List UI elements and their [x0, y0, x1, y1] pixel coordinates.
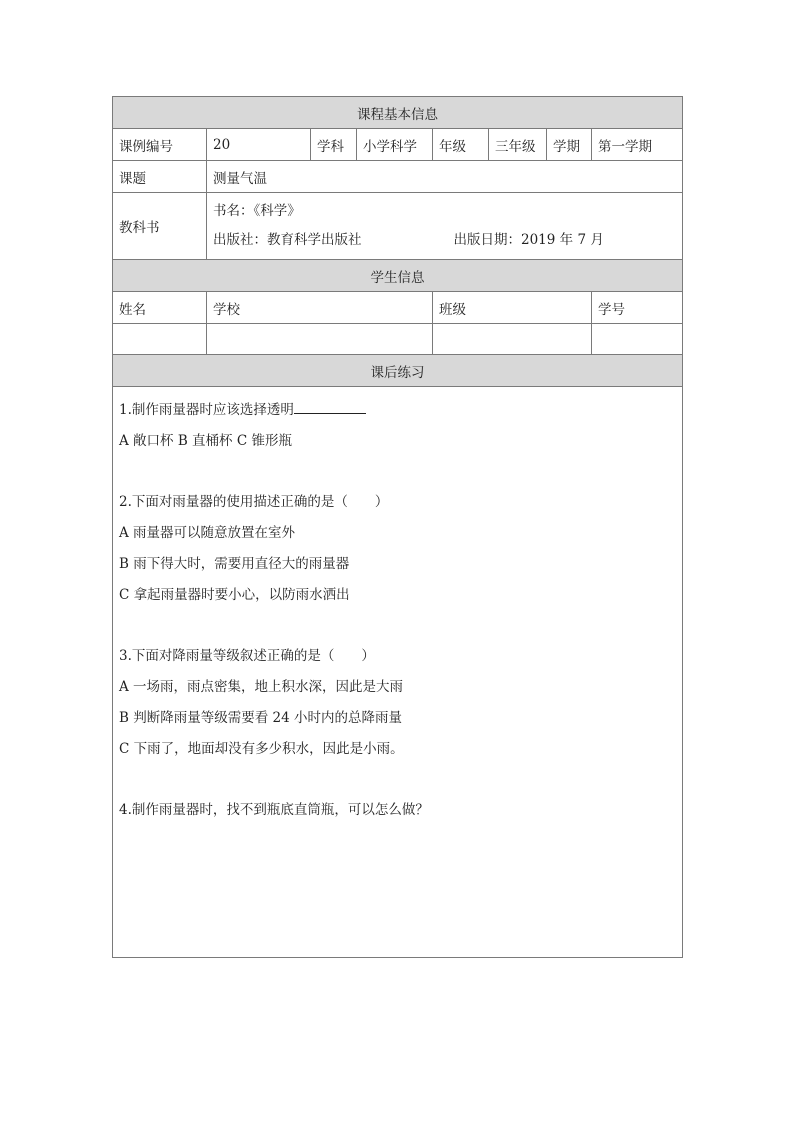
- question-3-option-a: A 一场雨，雨点密集，地上积水深，因此是大雨: [119, 679, 404, 695]
- question-1: [119, 395, 676, 426]
- publisher: 出版社：教育科学出版社: [213, 232, 362, 248]
- textbook-label: 教科书: [113, 193, 207, 260]
- question-3-option-b: B 判断降雨量等级需要看 24 小时内的总降雨量: [119, 710, 402, 726]
- question-2-option-b: B 雨下得大时，需要用直径大的雨量器: [119, 556, 350, 572]
- student-info-header: 学生信息: [113, 260, 683, 292]
- student-id-field[interactable]: [592, 324, 683, 355]
- topic-label: 课题: [113, 161, 207, 193]
- student-id-label: 学号: [592, 292, 683, 324]
- question-2: 2.下面对雨量器的使用描述正确的是（ ）: [119, 494, 389, 510]
- question-3: 3.下面对降雨量等级叙述正确的是（ ）: [119, 648, 375, 664]
- question-1-blank[interactable]: [294, 398, 366, 414]
- question-2-option-a: A 雨量器可以随意放置在室外: [119, 525, 296, 541]
- grade-label: 年级: [433, 129, 489, 161]
- school-label: 学校: [207, 292, 433, 324]
- basic-info-header: 课程基本信息: [113, 97, 683, 129]
- exercises-header: 课后练习: [113, 355, 683, 387]
- publication-date: 出版日期：2019 年 7 月: [453, 232, 604, 248]
- subject-value: 小学科学: [357, 129, 433, 161]
- case-number-label: 课例编号: [113, 129, 207, 161]
- school-field[interactable]: [207, 324, 433, 355]
- name-field[interactable]: [113, 324, 207, 355]
- grade-value: 三年级: [489, 129, 547, 161]
- book-name: 书名：《科学》: [213, 203, 301, 219]
- topic-value: 测量气温: [207, 161, 683, 193]
- textbook-info: [207, 193, 683, 260]
- class-field[interactable]: [433, 324, 592, 355]
- term-label: 学期: [547, 129, 592, 161]
- name-label: 姓名: [113, 292, 207, 324]
- question-3-option-c: C 下雨了，地面却没有多少积水，因此是小雨。: [119, 741, 404, 757]
- worksheet-table: [112, 96, 683, 958]
- term-value: 第一学期: [592, 129, 683, 161]
- question-1-options: A 敞口杯 B 直桶杯 C 锥形瓶: [119, 433, 292, 449]
- worksheet: [112, 96, 682, 958]
- class-label: 班级: [433, 292, 592, 324]
- exercises-body: [113, 387, 683, 958]
- subject-label: 学科: [311, 129, 357, 161]
- question-2-option-c: C 拿起雨量器时要小心，以防雨水洒出: [119, 587, 350, 603]
- case-number-value: 20: [207, 129, 311, 161]
- publisher-line: [213, 226, 676, 255]
- question-1-text: 1.制作雨量器时应该选择透明: [119, 402, 294, 418]
- question-4: 4.制作雨量器时，找不到瓶底直筒瓶，可以怎么做？: [119, 802, 429, 818]
